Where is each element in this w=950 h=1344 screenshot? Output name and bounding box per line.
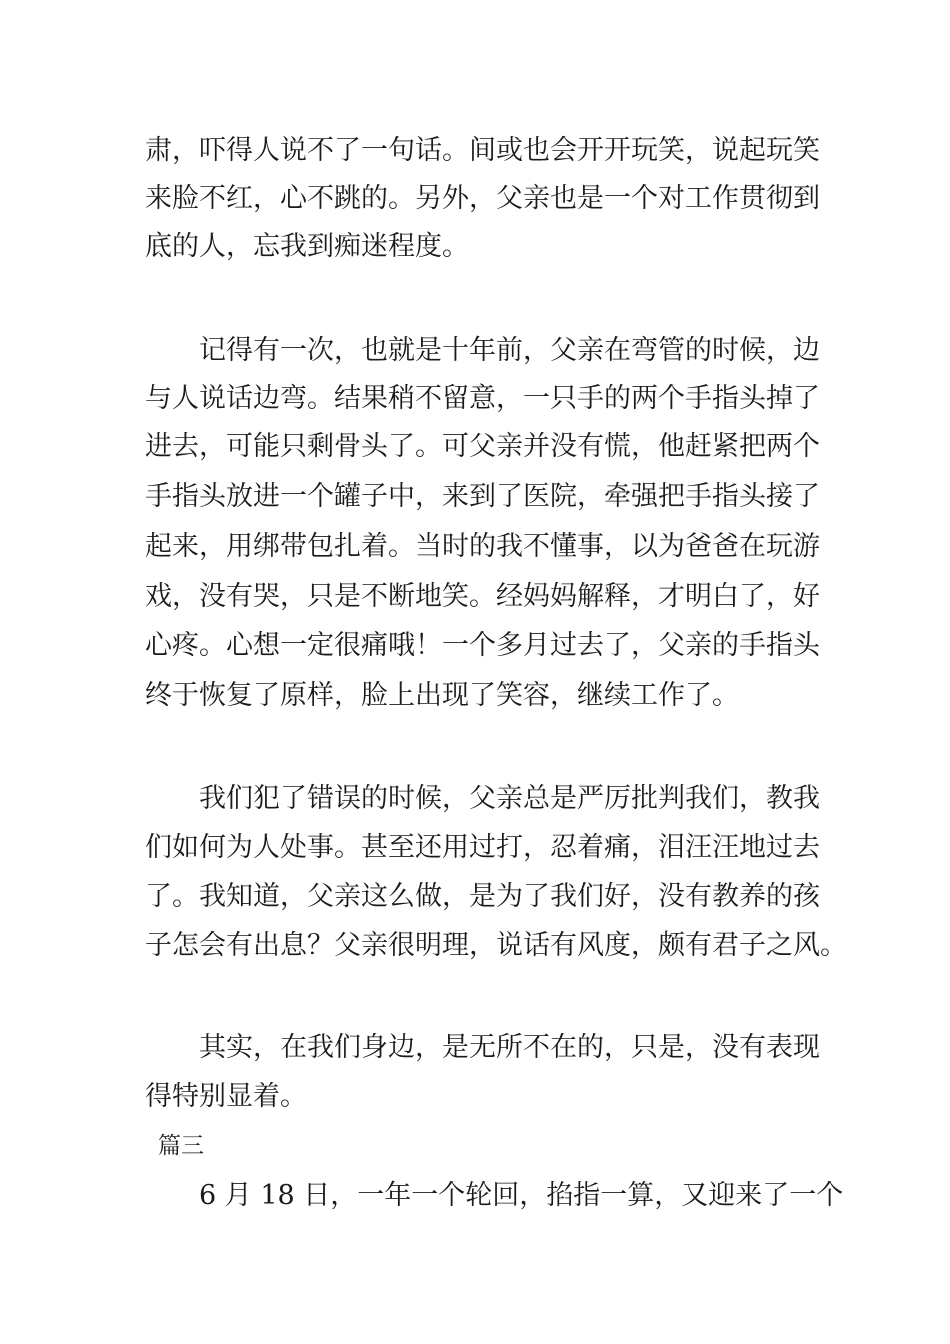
paragraph-2-line-6: 戏，没有哭，只是不断地笑。经妈妈解释，才明白了，好 [145, 581, 820, 612]
paragraph-2-line-7: 心疼。心想一定很痛哦！一个多月过去了，父亲的手指头 [145, 630, 820, 661]
paragraph-2-line-8: 终于恢复了原样，脸上出现了笑容，继续工作了。 [145, 680, 739, 711]
paragraph-3-line-3: 了。我知道，父亲这么做，是为了我们好，没有教养的孩 [145, 881, 820, 912]
section-heading: 篇三 [158, 1133, 204, 1159]
paragraph-2-line-2: 与人说话边弯。结果稍不留意，一只手的两个手指头掉了 [145, 383, 820, 414]
paragraph-1-line-2: 来脸不红，心不跳的。另外，父亲也是一个对工作贯彻到 [145, 183, 820, 214]
paragraph-4-line-1: 其实，在我们身边，是无所不在的，只是，没有表现 [199, 1032, 820, 1063]
paragraph-2-line-4: 手指头放进一个罐子中，来到了医院，牵强把手指头接了 [145, 481, 820, 512]
paragraph-2-line-3: 进去，可能只剩骨头了。可父亲并没有慌，他赶紧把两个 [145, 431, 820, 462]
paragraph-1-line-1: 肃，吓得人说不了一句话。间或也会开开玩笑，说起玩笑 [145, 135, 820, 166]
section-3-line-1: 6 月 18 日，一年一个轮回，掐指一算，又迎来了一个 [199, 1180, 844, 1211]
paragraph-4-line-2: 得特别显着。 [145, 1081, 307, 1112]
paragraph-3-line-2: 们如何为人处事。甚至还用过打，忍着痛，泪汪汪地过去 [145, 832, 820, 863]
paragraph-3-line-4: 子怎会有出息？父亲很明理，说话有风度，颇有君子之风。 [145, 930, 847, 961]
paragraph-1-line-3: 底的人，忘我到痴迷程度。 [145, 231, 469, 262]
paragraph-3-line-1: 我们犯了错误的时候，父亲总是严厉批判我们，教我 [199, 783, 820, 814]
paragraph-2-line-5: 起来，用绑带包扎着。当时的我不懂事，以为爸爸在玩游 [145, 531, 820, 562]
paragraph-2-line-1: 记得有一次，也就是十年前，父亲在弯管的时候，边 [199, 335, 820, 366]
